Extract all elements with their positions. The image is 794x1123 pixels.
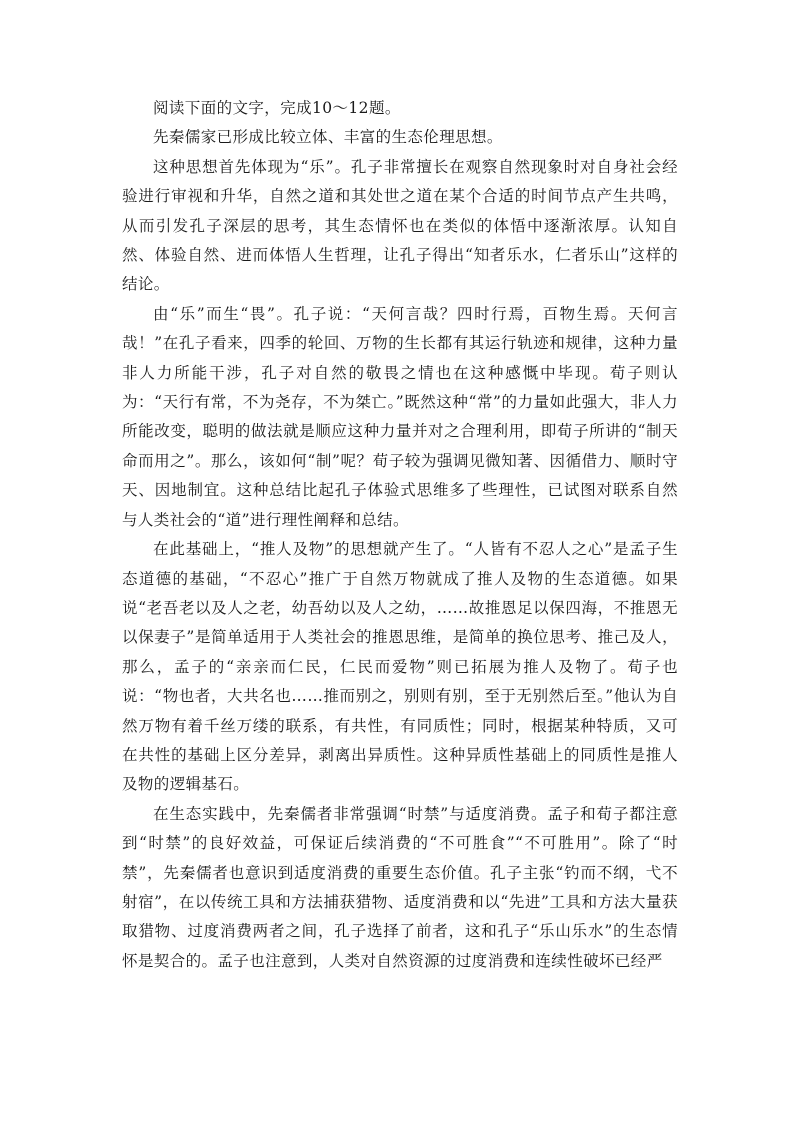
body-paragraph-wei: 由“乐”而生“畏”。孔子说：“天何言哉？四时行焉，百物生焉。天何言哉！”在孔子看来，四季的轮回、万物的生长都有其运行轨迹和规律，这种力量非人力所能干涉，孔子对自然的敬畏之情也在这种感慨中毕现。荀子则认为：“天行有常，不为尧存，不为桀亡。”既然这种“常”的力量如此强大，非人力所能改变，聪明的做法就是顺应这种力量并对之合理利用，即荀子所讲的“制天命而用之”。那么，该如何“制”呢？荀子较为强调见微知著、因循借力、顺时守天、因地制宜。这种总结比起孔子体验式思维多了些理性，已试图对联系自然与人类社会的“道”进行理性阐释和总结。 [122, 304, 678, 529]
thesis-paragraph: 先秦儒家已形成比较立体、丰富的生态伦理思想。 [153, 128, 503, 147]
body-paragraph-le: 这种思想首先体现为“乐”。孔子非常擅长在观察自然现象时对自身社会经验进行审视和升华，自然之道和其处世之道在某个合适的时间节点产生共鸣，从而引发孔子深层的思考，其生态情怀也在类似的体悟中逐渐浓厚。认知自然、体验自然、进而体悟人生哲理，让孔子得出“知者乐水，仁者乐山”这样的结论。 [122, 157, 678, 294]
body-paragraph-shijin: 在生态实践中，先秦儒者非常强调“时禁”与适度消费。孟子和荀子都注意到“时禁”的良好效益，可保证后续消费的“不可胜食”“不可胜用”。除了“时禁”，先秦儒者也意识到适度消费的重要生态价值。孔子主张“钓而不纲，弋不射宿”，在以传统工具和方法捕获猎物、适度消费和以“先进”工具和方法大量获取猎物、过度消费两者之间，孔子选择了前者，这和孔子“乐山乐水”的生态情怀是契合的。孟子也注意到，人类对自然资源的过度消费和连续性破坏已经严 [122, 804, 678, 970]
document-body [122, 94, 678, 976]
body-paragraph-tuirenjiwu: 在此基础上，“推人及物”的思想就产生了。“人皆有不忍人之心”是孟子生态道德的基础，“不忍心”推广于自然万物就成了推人及物的生态道德。如果说“老吾老以及人之老，幼吾幼以及人之幼，……故推恩足以保四海，不推恩无以保妻子”是简单适用于人类社会的推恩思维，是简单的换位思考、推己及人，那么，孟子的“亲亲而仁民，仁民而爱物”则已拓展为推人及物了。荀子也说：“物也者，大共名也……推而别之，别则有别，至于无别然后至。”他认为自然万物有着千丝万缕的联系，有共性，有同质性；同时，根据某种特质，又可在共性的基础上区分差异，剥离出异质性。这种异质性基础上的同质性是推人及物的逻辑基石。 [122, 540, 678, 794]
instruction-paragraph: 阅读下面的文字，完成10～12题。 [153, 99, 401, 117]
